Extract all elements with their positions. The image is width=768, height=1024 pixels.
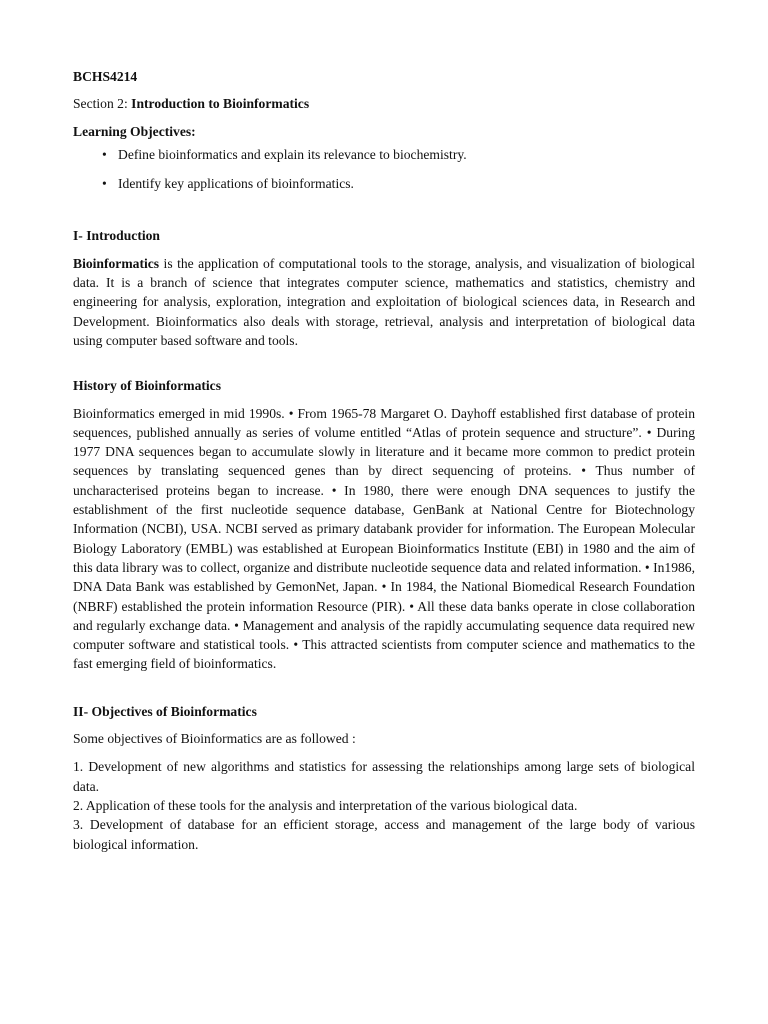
bullet-icon: • [102, 146, 107, 162]
objectives-list [73, 757, 695, 853]
objectives-heading: II- Objectives of Bioinformatics [73, 703, 257, 719]
objectives-lead: Some objectives of Bioinformatics are as followed : [73, 731, 356, 747]
list-item [102, 174, 695, 193]
history-paragraph: Bioinformatics emerged in mid 1990s. • From 1965-78 Margaret O. Dayhoff established first database of protein sequences, published annually as series of volume entitled “Atlas of protein sequence and structure”. • During 1977 DNA sequences began to accumulate slowly in literature and it became more common to predict protein sequences by translating sequenced genes than by direct sequencing of proteins. • Thus number of uncharacterised proteins began to increase. • In 1980, there were enough DNA sequences to justify the establishment of the first nucleotide sequence database, GenBank at National Centre for Biotechnology Information (NCBI), USA. NCBI served as primary databank provider for information. The European Molecular Biology Laboratory (EMBL) was established at European Bioinformatics Institute (EBI) in 1980 and the aim of this data library was to collect, organize and distribute nucleotide sequence data and related information. • In1986, DNA Data Bank was established by GemonNet, Japan. • In 1984, the National Biomedical Research Foundation (NBRF) established the protein information Resource (PIR). • All these data banks operate in close collaboration and regularly exchange data. • Management and analysis of the rapidly accumulating sequence data required new computer software and statistical tools. • This attracted scientists from computer science and mathematics to the fast emerging field of bioinformatics. [73, 405, 695, 672]
list-item: 3. Development of database for an efficient storage, access and management of the large body of various biological information. [73, 817, 695, 852]
document-page [73, 67, 695, 854]
introduction-heading: I- Introduction [73, 228, 160, 244]
objective-text: Define bioinformatics and explain its relevance to biochemistry. [118, 146, 467, 162]
list-item: 2. Application of these tools for the analysis and interpretation of the various biological data. [73, 797, 578, 813]
section-title-line [73, 94, 695, 113]
learning-objectives-list [73, 145, 695, 194]
course-code: BCHS4214 [73, 69, 138, 84]
objective-text: Identify key applications of bioinformatics. [118, 176, 354, 192]
introduction-term: Bioinformatics [73, 255, 160, 271]
section-prefix: Section 2: [73, 96, 128, 112]
learning-objectives-heading: Learning Objectives: [73, 123, 196, 139]
section-title: Introduction to Bioinformatics [131, 96, 310, 112]
introduction-text: is the application of computational tools to the storage, analysis, and visualization of biological data. It is a branch of science that integrates computer science, mathematics and statistics, chemistry and engineering for analysis, exploration, integration and exploitation of biological sciences data, in Research and Development. Bioinformatics also deals with storage, retrieval, analysis and interpretation of biological data using computer based software and tools. [73, 255, 695, 348]
list-item [102, 145, 695, 164]
bullet-icon: • [102, 176, 107, 192]
history-heading: History of Bioinformatics [73, 378, 221, 394]
list-item: 1. Development of new algorithms and statistics for assessing the relationships among large sets of biological data. [73, 759, 695, 794]
introduction-paragraph [73, 254, 695, 350]
